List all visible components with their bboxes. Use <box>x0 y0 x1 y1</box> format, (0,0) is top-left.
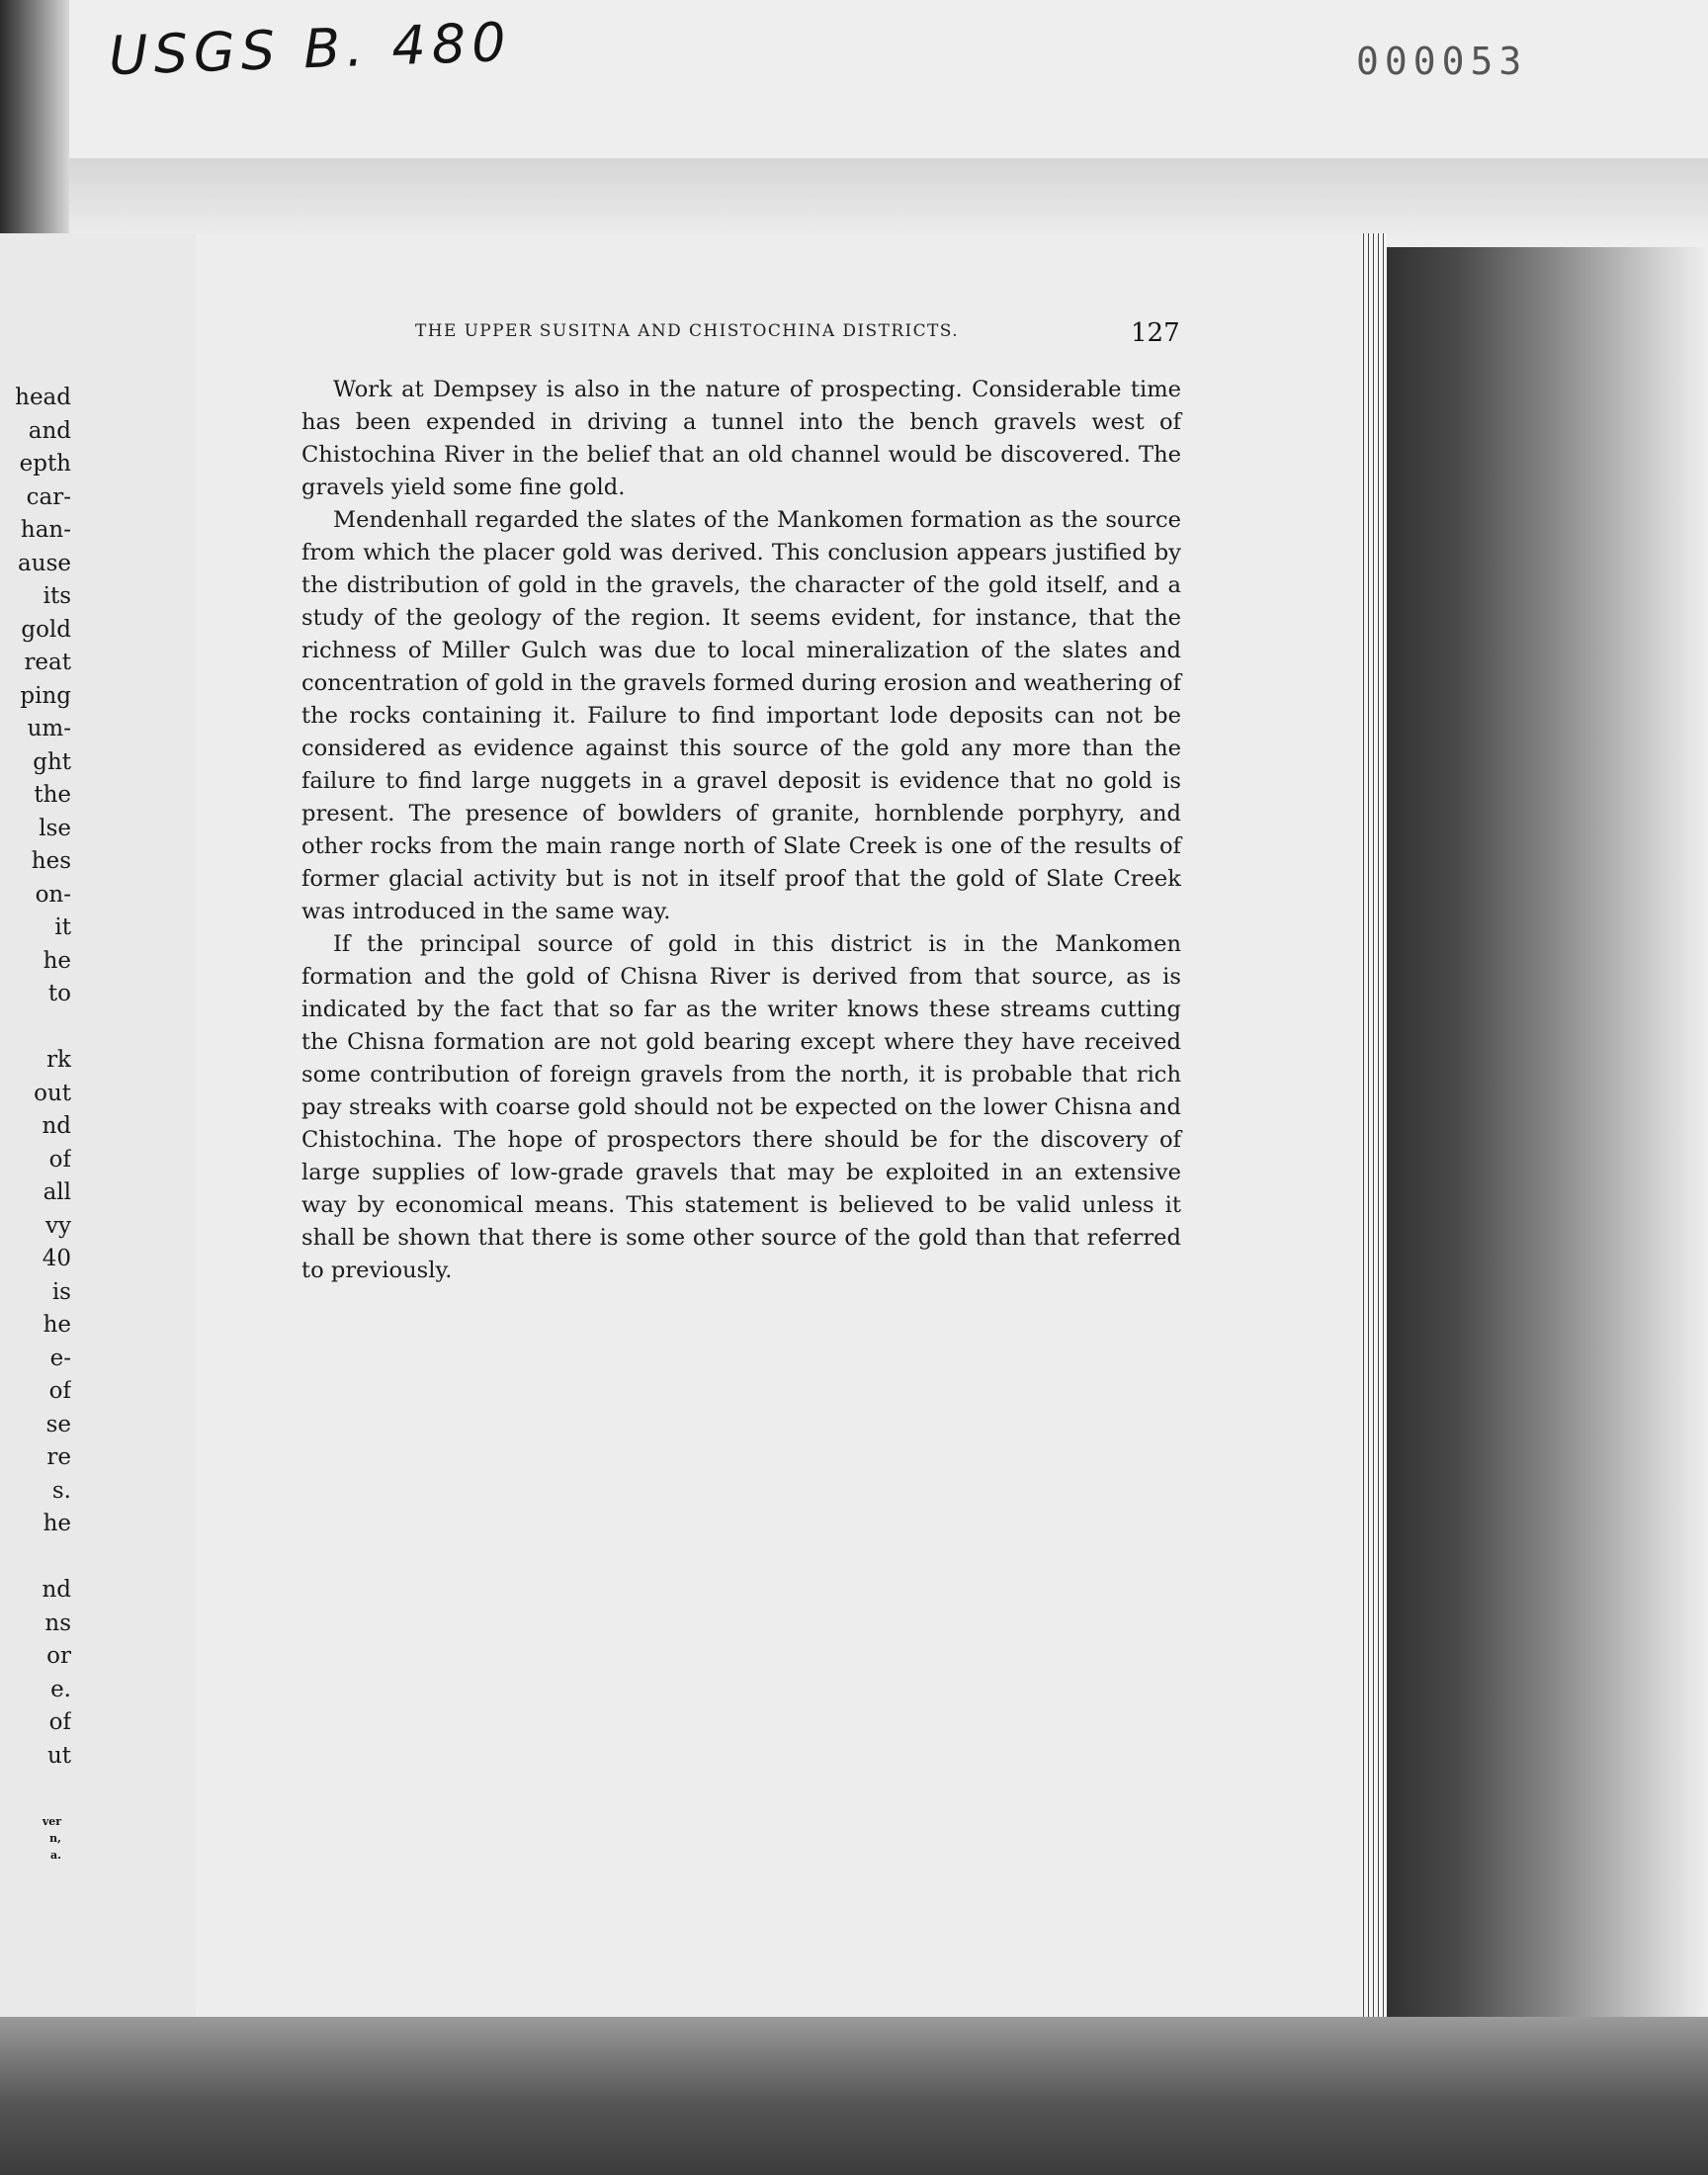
previous-page-footnote-line: n, <box>49 1832 61 1845</box>
previous-page-fragment: he <box>43 947 71 974</box>
previous-page-fragment: out <box>34 1080 71 1106</box>
previous-page-fragment: on- <box>35 881 71 908</box>
previous-page-fragment: reat <box>24 650 71 675</box>
previous-page-fragment: hes <box>31 848 71 874</box>
paragraph: If the principal source of gold in this district is in the Mankomen formation and the gold of Chisna River is derived from that source, as is indicated by the fact that so far as the writer knows these streams cutting the Chisna formation are not gold bearing except where they have received some contribution of foreign gravels from the north, it is probable that rich pay streaks with coarse gold should not be expected on the lower Chisna and Chistochina. The hope of prospectors there should be for the discovery of large supplies of low-grade gravels that may be exploited in an extensive way by economical means. This statement is believed to be valid unless it shall be shown that there is some other source of the gold than that referred to previously. <box>301 931 1181 1283</box>
previous-page-fragment: or <box>46 1643 71 1669</box>
previous-page-fragment: 40 <box>42 1246 71 1271</box>
previous-page-fragment: vy <box>45 1212 71 1239</box>
previous-page-fragment: s. <box>51 1477 71 1504</box>
previous-page-fragment: epth <box>19 451 71 477</box>
previous-page-fragment: car- <box>26 483 71 510</box>
scan-shadow-bottom <box>0 2017 1708 2175</box>
previous-page-fragment: ght <box>33 748 71 775</box>
previous-page-fragment: nd <box>42 1113 71 1139</box>
previous-page-fragment: of <box>48 1378 71 1404</box>
previous-page-fragment: ut <box>46 1742 71 1769</box>
document-number-stamp: 000053 <box>1356 40 1528 83</box>
previous-page-text-fragments <box>8 382 71 1773</box>
previous-page-fragment: of <box>48 1709 71 1735</box>
previous-page-fragment: he <box>43 1312 71 1338</box>
previous-page-fragment: and <box>28 417 71 444</box>
previous-page-fragment: nd <box>42 1577 71 1603</box>
previous-page-fragment: all <box>43 1179 71 1205</box>
previous-page-fragment: se <box>45 1411 71 1437</box>
previous-page-footnote-line: ver <box>42 1815 61 1828</box>
previous-page-fragment: ping <box>20 682 71 709</box>
previous-page-footnote-line: a. <box>50 1849 61 1862</box>
previous-page-fragment <box>8 1541 71 1575</box>
previous-page-strip <box>0 233 200 2043</box>
previous-page-fragment: is <box>51 1278 71 1305</box>
page-number: 127 <box>1131 318 1180 348</box>
previous-page-fragment: its <box>43 583 71 609</box>
previous-page-fragment <box>8 1011 71 1045</box>
previous-page-fragment: e. <box>50 1676 71 1702</box>
paragraph: Work at Dempsey is also in the nature of prospecting. Considerable time has been expended in driving a tunnel into the bench gravels west of Chistochina River in the belief that an old channel would be discovered. The gravels yield some fine gold. <box>301 377 1181 500</box>
scan-shadow-top <box>0 158 1708 237</box>
previous-page-fragment: um- <box>27 716 71 741</box>
book-page-edges <box>1359 233 1387 2054</box>
previous-page-fragment: re <box>46 1444 71 1470</box>
previous-page-fragment: head <box>15 385 71 410</box>
page-body <box>301 374 1181 1287</box>
previous-page-fragment: e- <box>49 1345 71 1371</box>
previous-page-footnote <box>28 1813 61 1864</box>
handwritten-label: USGS B. 480 <box>108 10 513 88</box>
previous-page-fragment: rk <box>46 1047 71 1073</box>
previous-page-fragment: of <box>48 1146 71 1173</box>
previous-page-fragment: gold <box>21 616 71 643</box>
previous-page-fragment: the <box>34 782 71 808</box>
previous-page-fragment: it <box>54 914 71 940</box>
scan-shadow-right <box>1374 247 1708 2056</box>
previous-page-fragment: ause <box>18 550 71 576</box>
previous-page-fragment: han- <box>20 517 71 543</box>
previous-page-fragment: to <box>47 981 71 1006</box>
running-head: THE UPPER SUSITNA AND CHISTOCHINA DISTRICTS. <box>415 321 960 341</box>
previous-page-fragment: ns <box>44 1610 71 1636</box>
previous-page-fragment: lse <box>39 815 71 841</box>
previous-page-fragment: he <box>43 1511 71 1536</box>
paragraph: Mendenhall regarded the slates of the Mankomen formation as the source from which the placer gold was derived. This conclusion appears justified by the distribution of gold in the gravels, the character of the gold itself, and a study of the geology of the region. It seems evident, for instance, that the richness of Miller Gulch was due to local mineralization of the slates and concentration of gold in the gravels formed during erosion and weathering of the rocks containing it. Failure to find important lode deposits can not be considered as evidence against this source of the gold any more than the failure to find large nuggets in a gravel deposit is evidence that no gold is present. The presence of bowlders of granite, hornblende porphyry, and other rocks from the main range north of Slate Creek is one of the results of former glacial activity but is not in itself proof that the gold of Slate Creek was introduced in the same way. <box>301 507 1181 924</box>
